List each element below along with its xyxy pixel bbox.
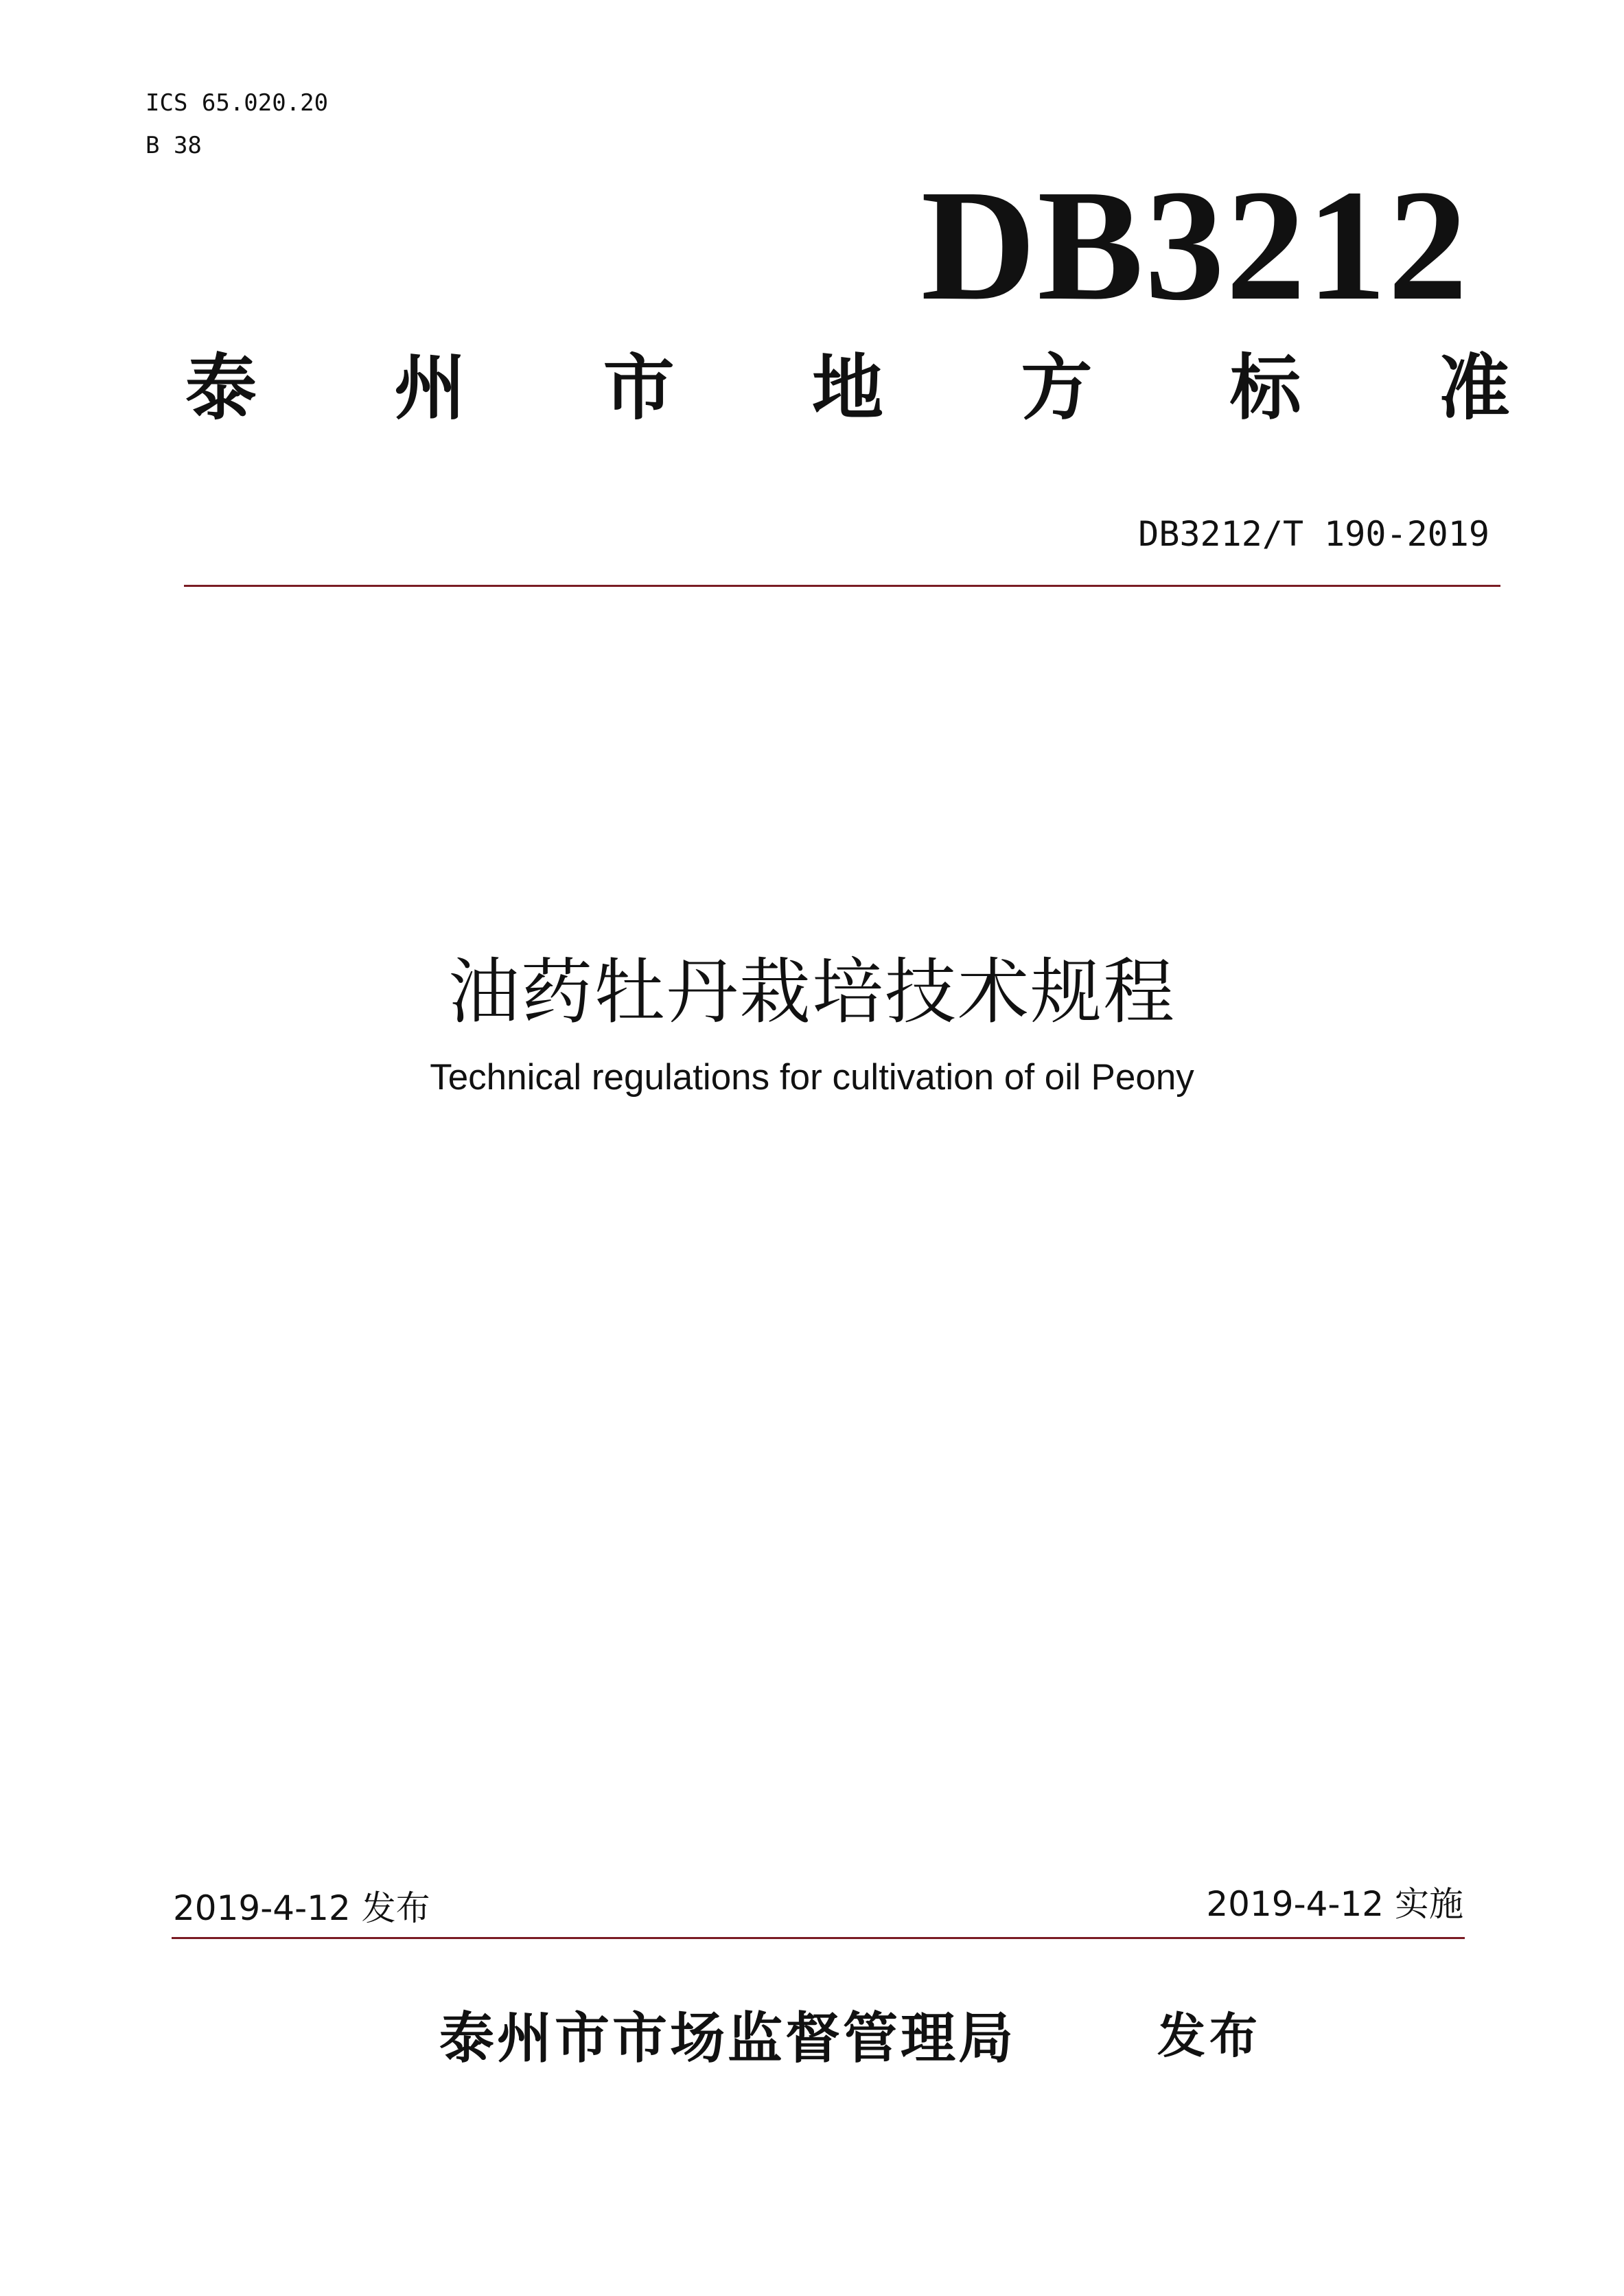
- ccs-code: B 38: [146, 132, 202, 159]
- standard-type-char: 地: [811, 346, 883, 430]
- standard-type-char: 准: [1438, 346, 1510, 430]
- top-divider: [184, 585, 1500, 587]
- standard-type-char: 标: [1229, 346, 1301, 430]
- ics-code: ICS 65.020.20: [146, 89, 329, 117]
- implement-date: 2019-4-12 实施: [1206, 1884, 1463, 1924]
- standard-type-char: 泰: [185, 346, 257, 430]
- standard-type-char: 州: [394, 346, 466, 430]
- document-title-cn: 油药牡丹栽培技术规程: [448, 950, 1176, 1034]
- document-title-en: Technical regulations for cultivation of oil Peony: [430, 1057, 1194, 1098]
- standard-number: DB3212/T 190-2019: [1138, 514, 1489, 554]
- publish-date: 2019-4-12 发布: [173, 1888, 430, 1928]
- standard-type-char: 市: [603, 346, 675, 430]
- standard-code-heading: DB3212: [920, 157, 1469, 334]
- issuing-authority: 泰州市市场监督管理局: [439, 2006, 1016, 2070]
- standard-type-heading: [185, 343, 1510, 432]
- standard-type-char: 方: [1021, 346, 1093, 430]
- bottom-divider: [172, 1937, 1465, 1939]
- issue-label: 发布: [1157, 2008, 1262, 2064]
